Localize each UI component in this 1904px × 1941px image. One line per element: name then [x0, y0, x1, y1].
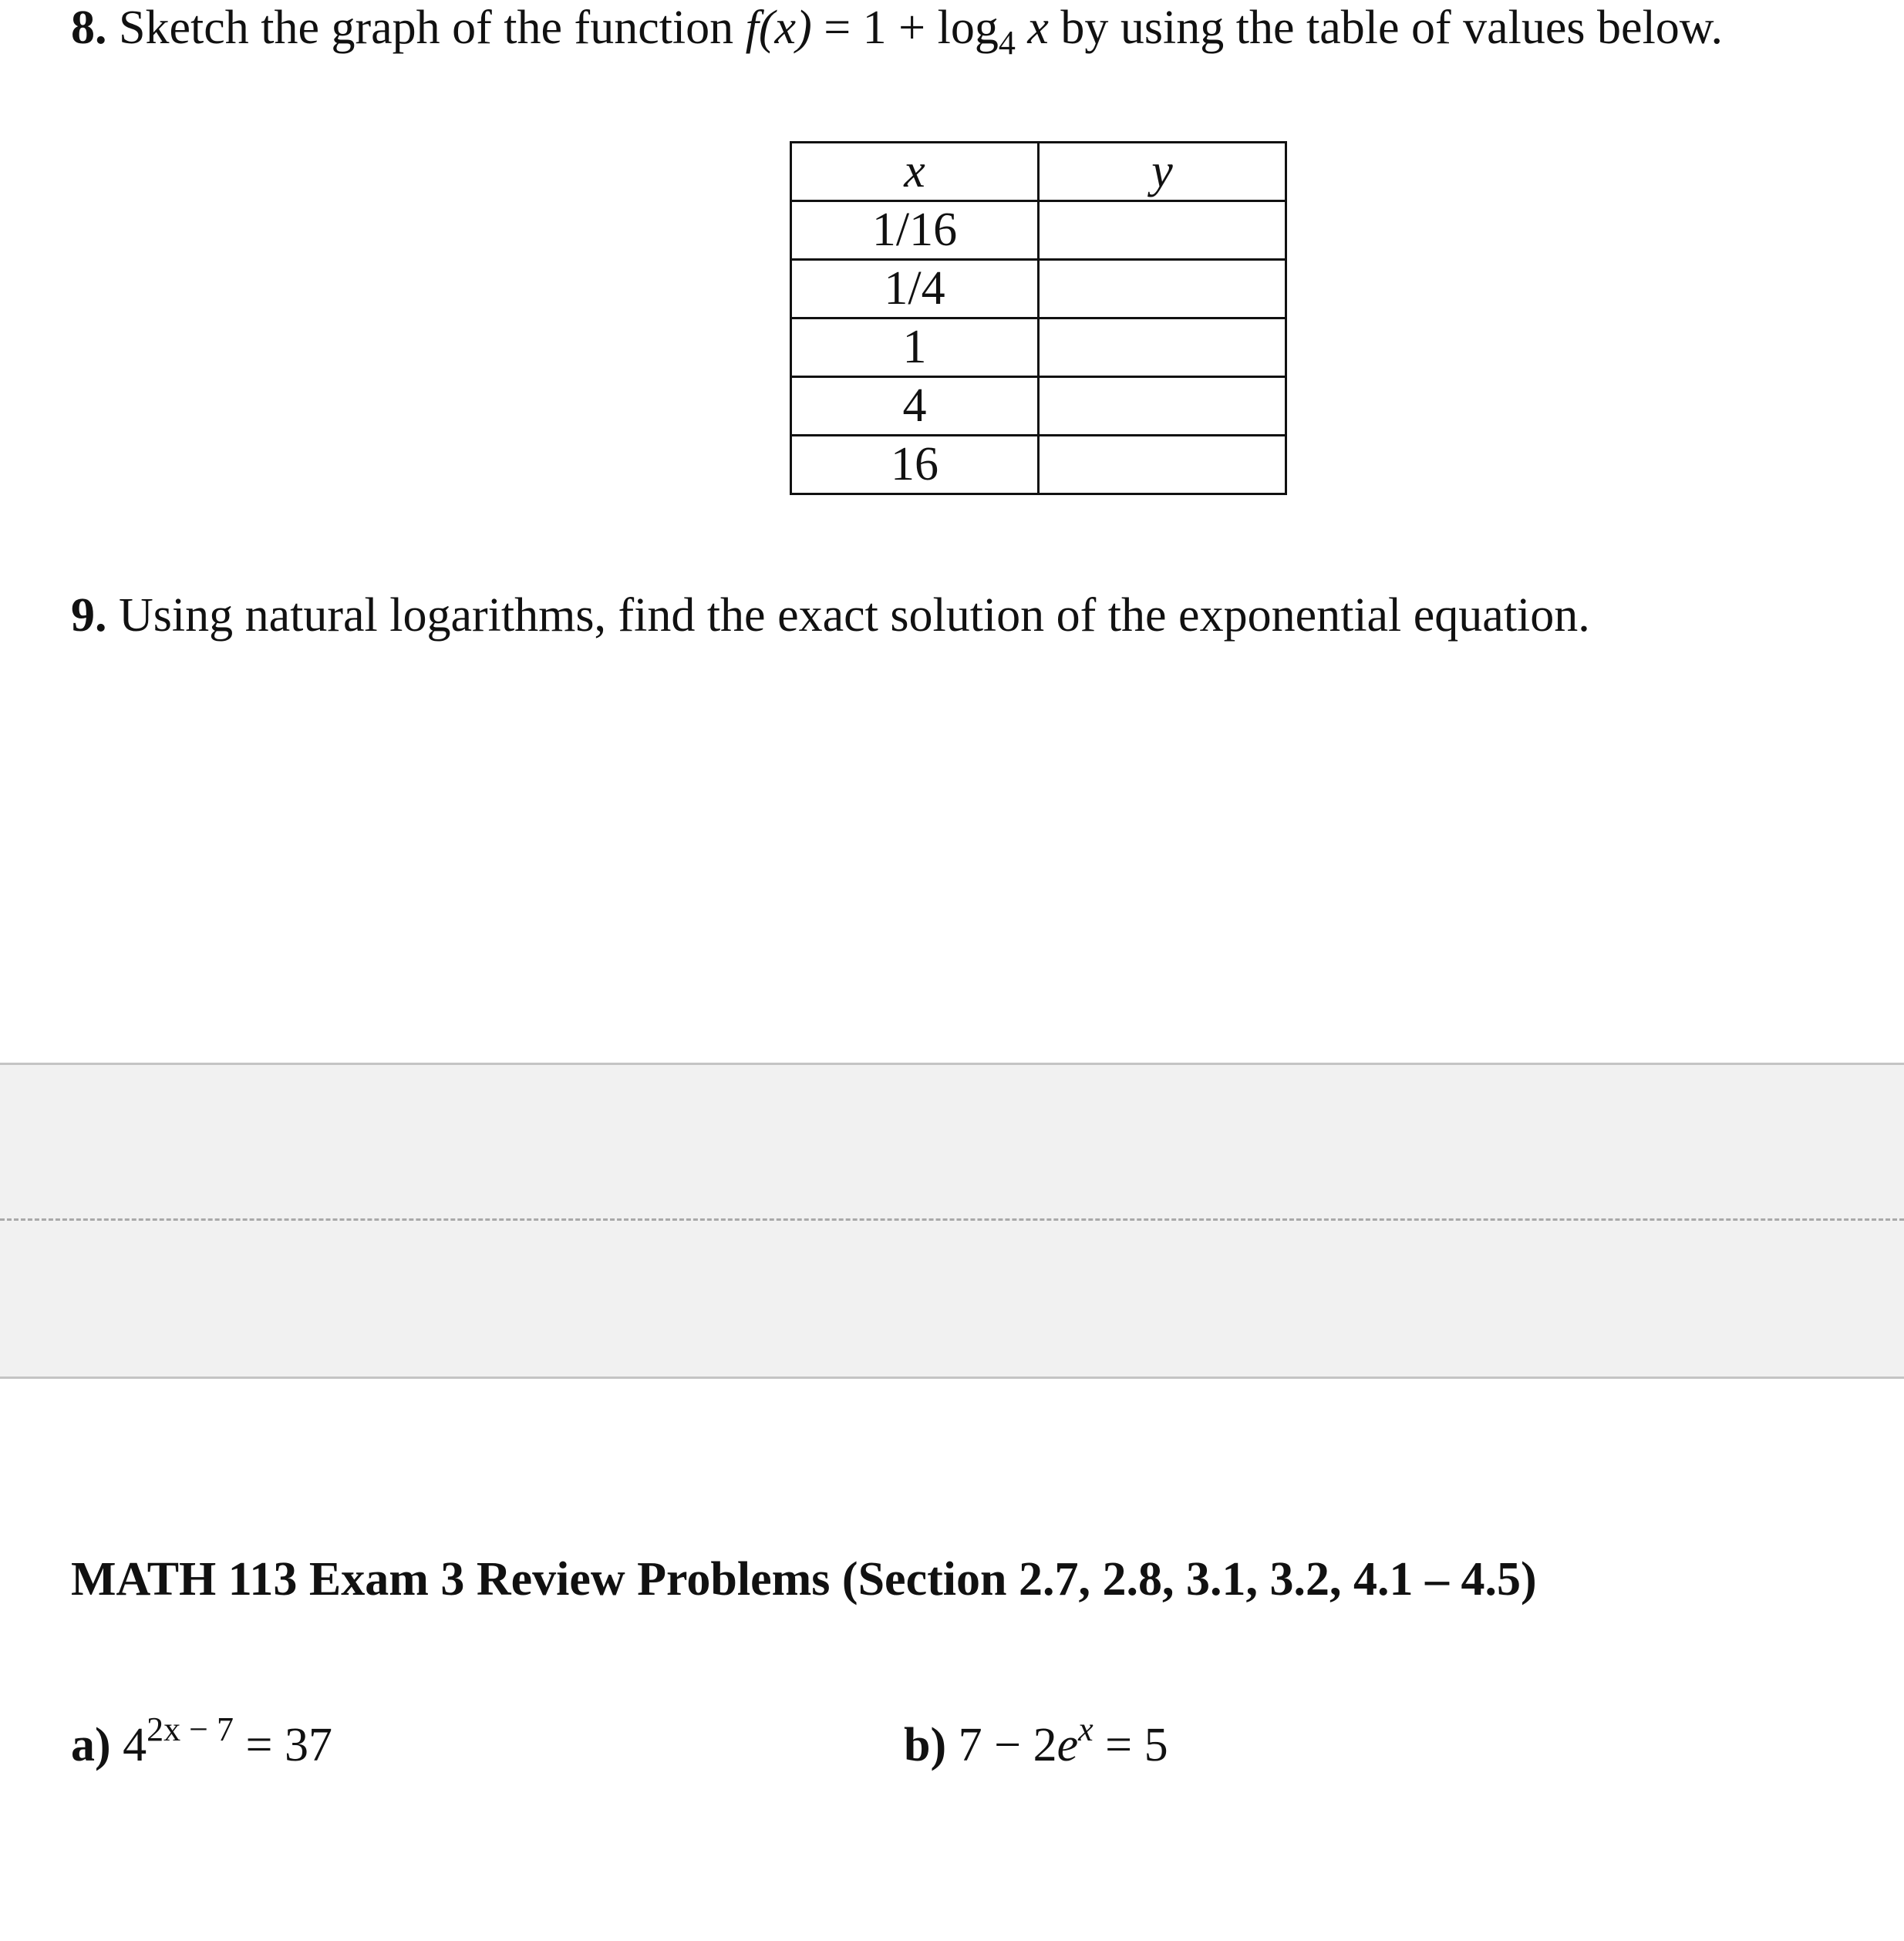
table-header-row — [791, 143, 1286, 201]
part-b-e: e — [1056, 1719, 1079, 1771]
function-name: f — [745, 2, 759, 54]
log-argument: x — [1015, 2, 1049, 54]
function-argument: (x) — [758, 2, 812, 54]
problem-8-text: Sketch the graph of the function — [119, 2, 746, 54]
table-row — [791, 260, 1286, 318]
part-b-rhs: = 5 — [1093, 1719, 1168, 1771]
table-row — [791, 436, 1286, 494]
part-a-exponent: 2x − 7 — [147, 1710, 234, 1748]
y-cell[interactable] — [1039, 260, 1286, 318]
part-b-exponent: x — [1078, 1710, 1094, 1748]
part-b-equation — [904, 1710, 1168, 1778]
page-break-gap — [0, 1063, 1904, 1379]
header-y: y — [1039, 143, 1286, 201]
y-cell[interactable] — [1039, 318, 1286, 377]
x-cell: 1/4 — [791, 260, 1039, 318]
x-cell: 1 — [791, 318, 1039, 377]
function-body: = 1 + log — [811, 2, 999, 54]
part-a-base: 4 — [123, 1719, 147, 1771]
table-row — [791, 377, 1286, 436]
part-a-label: a) — [71, 1719, 111, 1771]
log-base: 4 — [998, 24, 1016, 62]
running-header: MATH 113 Exam 3 Review Problems (Section 2.7, 2.8, 3.1, 3.2, 4.1 – 4.5) — [71, 1553, 1537, 1606]
y-cell[interactable] — [1039, 201, 1286, 260]
problem-8-text-after: by using the table of values below. — [1048, 2, 1724, 54]
x-cell: 4 — [791, 377, 1039, 436]
table-row — [791, 318, 1286, 377]
part-a-equation — [71, 1710, 332, 1778]
problem-9-prompt — [71, 588, 1590, 643]
table-of-values — [790, 141, 1287, 495]
page-break-divider — [0, 1218, 1904, 1221]
part-b-label: b) — [904, 1719, 947, 1771]
problem-9-text: Using natural logarithms, find the exact solution of the exponential equation. — [119, 589, 1590, 642]
x-cell: 16 — [791, 436, 1039, 494]
part-a-rhs: = 37 — [233, 1719, 332, 1771]
y-cell[interactable] — [1039, 377, 1286, 436]
part-b-lhs: 7 − 2 — [958, 1719, 1057, 1771]
problem-8-prompt — [71, 0, 1723, 60]
table-row — [791, 201, 1286, 260]
x-cell: 1/16 — [791, 201, 1039, 260]
problem-8-number: 8. — [71, 2, 107, 54]
problem-9-number: 9. — [71, 589, 107, 642]
y-cell[interactable] — [1039, 436, 1286, 494]
header-x: x — [791, 143, 1039, 201]
